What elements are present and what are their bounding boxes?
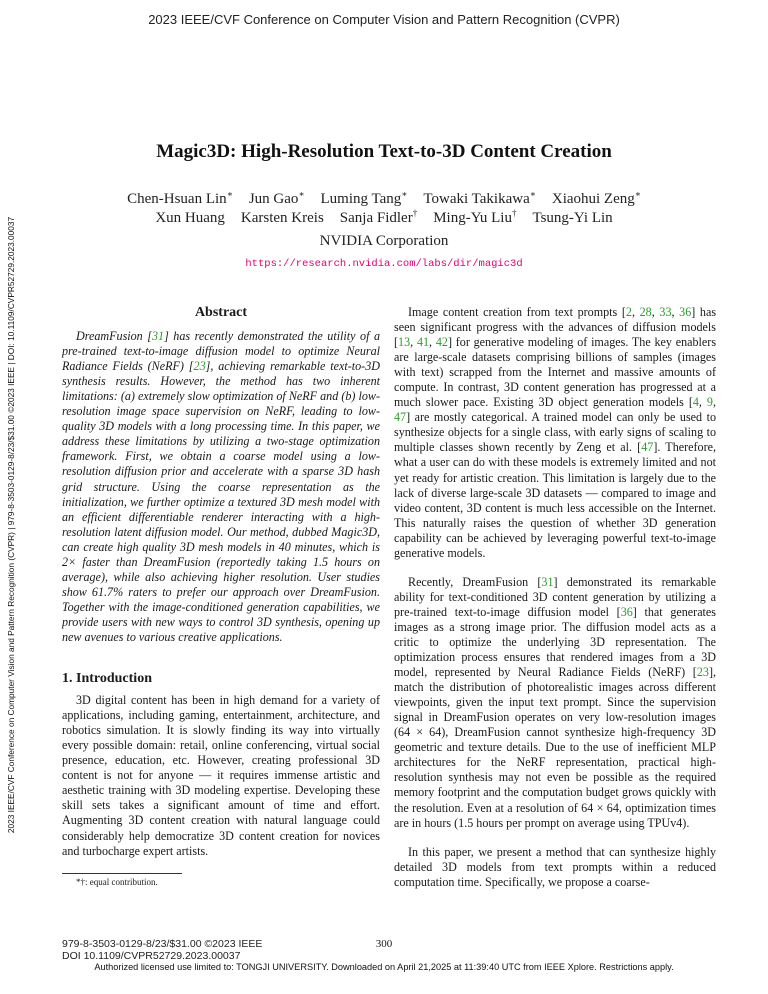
- citation-link[interactable]: 4: [692, 395, 699, 410]
- citation-link[interactable]: 42: [435, 335, 448, 350]
- footnote-divider: [62, 873, 182, 874]
- author-name: Sanja Fidler†: [339, 208, 418, 226]
- author-name: Towaki Takikawa∗: [423, 189, 536, 207]
- author-name: Tsung-Yi Lin: [532, 210, 613, 226]
- citation-link[interactable]: 36: [679, 305, 692, 319]
- citation-link[interactable]: 47: [394, 410, 407, 425]
- author-row-1: [0, 190, 768, 209]
- abstract-body: DreamFusion [31] has recently demonstrated the utility of a pre-trained text-to-image diffusion model to optimize Neural Radiance Fields (NeRF) [23], achieving remarkable text-to-3D synthesis results. However, the method has two inherent limitations: (a) extremely slow optimization of NeRF and (b) low-resolution image space supervision on NeRF, leading to low-quality 3D models with a long processing time. In this paper, we address these limitations by utilizing a two-stage optimization framework. First, we obtain a coarse model using a low-resolution diffusion prior and accelerate with a sparse 3D hash grid structure. Using the coarse representation as the initialization, we further optimize a textured 3D mesh model with an efficient differentiable renderer interacting with a high-resolution latent diffusion model. Our method, dubbed Magic3D, can create high quality 3D mesh models in 40 minutes, which is 2× faster than DreamFusion (reportedly taking 1.5 hours on average), while also achieving higher resolution. User studies show 61.7% raters to prefer our approach over DreamFusion. Together with the image-conditioned generation capabilities, we provide users with new ways to control 3D synthesis, opening up new avenues to various creative applications.: [62, 329, 380, 644]
- author-mark: ∗: [401, 189, 408, 199]
- citation-link[interactable]: 36: [620, 604, 633, 619]
- author-mark: ∗: [634, 189, 641, 199]
- author-name: Luming Tang∗: [320, 189, 408, 207]
- citation-link[interactable]: 47: [641, 440, 654, 455]
- page-number: 300: [375, 938, 393, 950]
- doi-line: DOI 10.1109/CVPR52729.2023.00037: [62, 950, 241, 962]
- issn-line: 979-8-3503-0129-8/23/$31.00 ©2023 IEEE: [62, 938, 263, 950]
- license-notice: Authorized licensed use limited to: TONGJI UNIVERSITY. Downloaded on April 21,2025 at 11:39:40 UTC from IEEE Xplore. Restrictions apply.: [94, 962, 674, 972]
- project-url-link[interactable]: https://research.nvidia.com/labs/dir/magic3d: [245, 258, 523, 270]
- paper-title: Magic3D: High-Resolution Text-to-3D Content Creation: [156, 141, 612, 162]
- abstract-heading: Abstract: [194, 305, 248, 320]
- citation-link[interactable]: 2: [625, 305, 632, 319]
- citation-link[interactable]: 31: [541, 574, 554, 589]
- author-name: Xiaohui Zeng∗: [551, 189, 641, 207]
- introduction-heading: 1. Introduction: [62, 671, 152, 687]
- citation-link[interactable]: 31: [151, 329, 165, 344]
- footnote: *†: equal contribution.: [76, 876, 158, 887]
- author-mark: ∗: [529, 189, 536, 199]
- citation-link[interactable]: 23: [696, 665, 709, 680]
- author-list: [0, 190, 768, 228]
- body-paragraph-2: Recently, DreamFusion [31] demonstrated its remarkable ability for text-conditioned 3D content generation by utilizing a pre-trained text-to-image diffusion model [36] that generates images as a strong image prior. The diffusion model acts as a critic to optimize the underlying 3D representation. The optimization process ensures that rendered images from a 3D model, represented by Neural Radiance Fields (NeRF) [23], match the distribution of photorealistic images across different viewpoints, given the input text prompt. Since the supervision signal in DreamFusion operates on very low-resolution images (64 × 64), DreamFusion cannot synthesize high-frequency 3D geometric and texture details. Due to the use of inefficient MLP architectures for the NeRF representation, practical high-resolution synthesis may not even be possible as the required memory footprint and the computation budget grows quickly with the resolution. Even at a resolution of 64 × 64, optimization times are in hours (1.5 hours per prompt on average using TPUv4).: [394, 574, 716, 830]
- author-name: Chen-Hsuan Lin∗: [127, 189, 233, 207]
- citation-link[interactable]: 33: [659, 305, 672, 319]
- author-mark: ∗: [226, 189, 233, 199]
- author-mark: ∗: [298, 189, 305, 199]
- intro-paragraph: 3D digital content has been in high demand for a variety of applications, including gaming, entertainment, architecture, and robotics simulation. It is slowly finding its way into virtually every possible domain: retail, online conferencing, virtual social presence, education, etc. However, creating professional 3D content is not for anyone — it requires immense artistic and aesthetic training with 3D modeling expertise. Developing these skill sets takes a significant amount of time and effort. Augmenting 3D content creation with natural language could considerably help democratize 3D content creation for novices and turbocharge expert artists.: [62, 693, 380, 858]
- citation-link[interactable]: 13: [398, 335, 411, 350]
- citation-link[interactable]: 23: [193, 359, 206, 374]
- citation-link[interactable]: 28: [639, 305, 652, 319]
- citation-link[interactable]: 41: [416, 335, 430, 350]
- author-name: Jun Gao∗: [248, 189, 305, 207]
- citation-link[interactable]: 9: [706, 395, 713, 410]
- side-margin-note: [3, 180, 19, 870]
- author-name: Xun Huang: [155, 210, 225, 226]
- side-note-text: 2023 IEEE/CVF Conference on Computer Vision and Pattern Recognition (CVPR) | 979-8-3503-0129-8/23/$31.00 ©2023 IEEE | DOI: 10.1109/CVPR52729.2023.00037: [6, 216, 16, 834]
- left-column: [62, 305, 380, 888]
- body-paragraph-3: In this paper, we present a method that can synthesize highly detailed 3D models from text prompts within a reduced computation time. Specifically, we propose a coarse-: [394, 844, 716, 889]
- author-row-2: [0, 209, 768, 228]
- author-mark: †: [511, 208, 517, 218]
- author-name: Karsten Kreis: [240, 210, 324, 226]
- affiliation: NVIDIA Corporation: [319, 233, 449, 249]
- author-name: Ming-Yu Liu†: [433, 208, 517, 226]
- conference-header: 2023 IEEE/CVF Conference on Computer Vision and Pattern Recognition (CVPR): [148, 12, 620, 27]
- author-mark: †: [412, 208, 418, 218]
- right-column: [394, 305, 716, 904]
- body-paragraph-1: Image content creation from text prompts [2, 28, 33, 36] has seen significant progress with the advances of diffusion models [13, 41, 42] for generative modeling of images. The key enablers are large-scale datasets comprising billions of samples (images with text) scrapped from the Internet and massive amounts of compute. In contrast, 3D content generation has progressed at a much slower pace. Existing 3D object generation models [4, 9, 47] are mostly categorical. A trained model can only be used to synthesize objects for a single class, with early signs of scaling to multiple classes shown recently by Zeng et al. [47]. Therefore, what a user can do with these models is extremely limited and not yet ready for artistic creation. This limitation is largely due to the lack of diverse large-scale 3D datasets — compared to image and video content, 3D content is much less accessible on the Internet. This naturally raises the question of whether 3D generation capability can be achieved by leveraging powerful text-to-image generative models.: [394, 305, 717, 560]
